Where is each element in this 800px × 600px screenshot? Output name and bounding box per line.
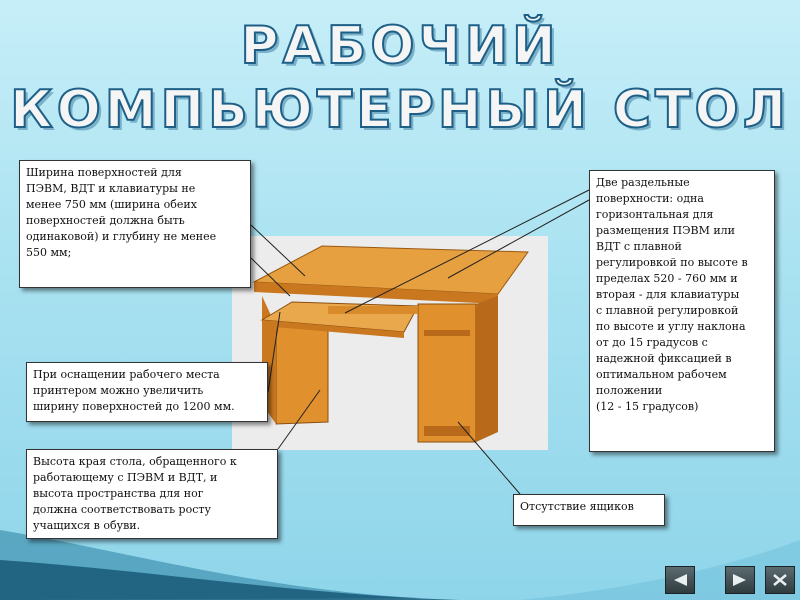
computer-desk-icon <box>232 236 548 450</box>
end-slide-icon <box>771 572 789 588</box>
callout-printer: При оснащении рабочего места принтером можно увеличить ширину поверхностей до 1200 мм. <box>26 362 268 422</box>
previous-slide-button[interactable] <box>665 566 695 594</box>
callout-surface-width: Ширина поверхностей для ПЭВМ, ВДТ и клавиатуры не менее 750 мм (ширина обеих поверхностей должна быть одинаковой) и глубину не менее 550 мм; <box>19 160 251 288</box>
end-slide-button[interactable] <box>765 566 795 594</box>
previous-slide-icon <box>671 572 689 588</box>
slide-title-line2: КОМПЬЮТЕРНЫЙ СТОЛ <box>10 80 790 140</box>
callout-no-drawers: Отсутствие ящиков <box>513 494 665 526</box>
slide-title-line1: РАБОЧИЙ <box>240 16 560 76</box>
next-slide-icon <box>731 572 749 588</box>
callout-two-surfaces: Две раздельные поверхности: одна горизонтальная для размещения ПЭВМ или ВДТ с плавной регулировкой по высоте в пределах 520 - 760 мм и вторая - для клавиатуры с плавной регулировкой по высоте и углу наклона от до 15 градусов с надежной фиксацией в оптимальном рабочем положении (12 - 15 градусов) <box>589 170 775 452</box>
callout-edge-height: Высота края стола, обращенного к работающему с ПЭВМ и ВДТ, и высота пространства для ног должна соответствовать росту учащихся в обуви. <box>26 449 278 539</box>
desk-photo <box>232 236 548 450</box>
next-slide-button[interactable] <box>725 566 755 594</box>
